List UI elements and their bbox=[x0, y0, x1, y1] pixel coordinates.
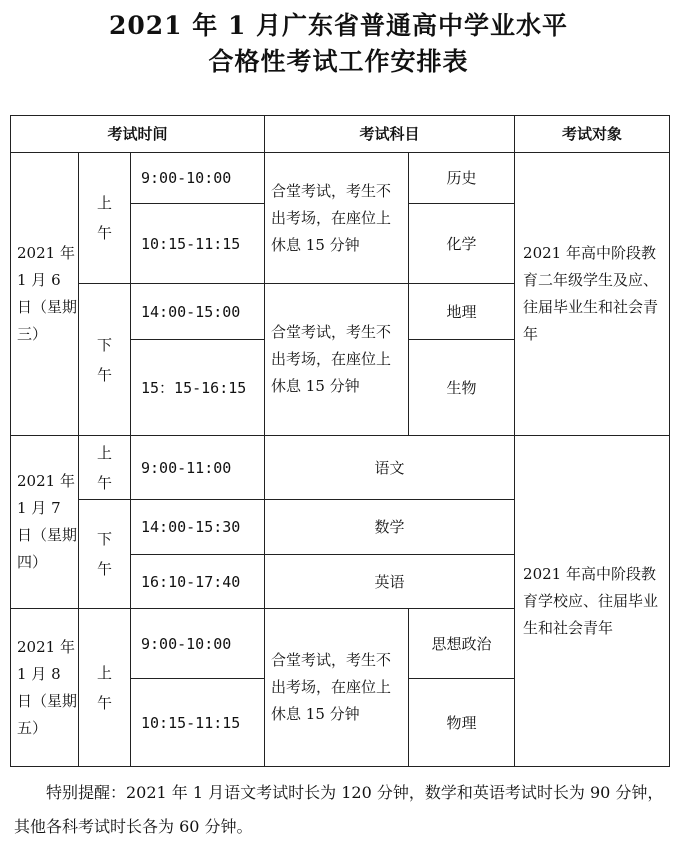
note-cell: 合堂考试，考生不出考场，在座位上休息 15 分钟 bbox=[265, 153, 409, 284]
note-cell: 合堂考试，考生不出考场，在座位上休息 15 分钟 bbox=[265, 609, 409, 767]
page-title-line1: 2021 年 1 月广东省普通高中学业水平 bbox=[108, 11, 569, 40]
audience-cell-1: 2021 年高中阶段教育二年级学生及应、往届毕业生和社会青年 bbox=[515, 153, 670, 436]
period-cell bbox=[79, 284, 131, 436]
note-cell: 合堂考试，考生不出考场，在座位上休息 15 分钟 bbox=[265, 284, 409, 436]
special-reminder: 特别提醒：2021 年 1 月语文考试时长为 120 分钟，数学和英语考试时长为 90 分钟，其他各科考试时长各为 60 分钟。 bbox=[14, 783, 664, 836]
page-title-line2: 合格性考试工作安排表 bbox=[208, 47, 469, 76]
time-cell: 9:00-10:00 bbox=[131, 609, 265, 679]
subject-cell: 物理 bbox=[409, 679, 515, 767]
subject-cell: 生物 bbox=[409, 340, 515, 436]
table-row bbox=[11, 153, 670, 204]
date-cell-day2: 2021 年 1 月 7 日（星期四） bbox=[11, 436, 79, 609]
period-label: 上午 bbox=[96, 443, 112, 492]
time-cell: 9:00-11:00 bbox=[131, 436, 265, 500]
subject-cell: 化学 bbox=[409, 204, 515, 284]
period-label: 上午 bbox=[96, 663, 112, 712]
subject-cell: 思想政治 bbox=[409, 609, 515, 679]
subject-cell: 英语 bbox=[265, 555, 515, 609]
period-label: 下午 bbox=[96, 530, 112, 578]
subject-cell: 地理 bbox=[409, 284, 515, 340]
header-row bbox=[11, 116, 670, 153]
period-label: 下午 bbox=[96, 335, 112, 384]
time-cell: 9:00-10:00 bbox=[131, 153, 265, 204]
period-cell bbox=[79, 609, 131, 767]
time-cell: 16:10-17:40 bbox=[131, 555, 265, 609]
time-cell: 14:00-15:00 bbox=[131, 284, 265, 340]
date-cell-day1: 2021 年 1 月 6 日（星期三） bbox=[11, 153, 79, 436]
period-cell bbox=[79, 153, 131, 284]
exam-schedule-table bbox=[10, 115, 670, 767]
period-label: 上午 bbox=[96, 194, 112, 242]
header-subject: 考试科目 bbox=[265, 116, 515, 153]
subject-cell: 语文 bbox=[265, 436, 515, 500]
subject-cell: 历史 bbox=[409, 153, 515, 204]
subject-cell: 数学 bbox=[265, 500, 515, 555]
time-cell: 15：15-16:15 bbox=[131, 340, 265, 436]
time-cell: 10:15-11:15 bbox=[131, 204, 265, 284]
audience-cell-2: 2021 年高中阶段教育学校应、往届毕业生和社会青年 bbox=[515, 436, 670, 767]
time-cell: 10:15-11:15 bbox=[131, 679, 265, 767]
period-cell bbox=[79, 500, 131, 609]
date-cell-day3: 2021 年 1 月 8 日（星期五） bbox=[11, 609, 79, 767]
header-time: 考试时间 bbox=[11, 116, 265, 153]
period-cell bbox=[79, 436, 131, 500]
header-audience: 考试对象 bbox=[515, 116, 670, 153]
time-cell: 14:00-15:30 bbox=[131, 500, 265, 555]
table-row bbox=[11, 436, 670, 500]
